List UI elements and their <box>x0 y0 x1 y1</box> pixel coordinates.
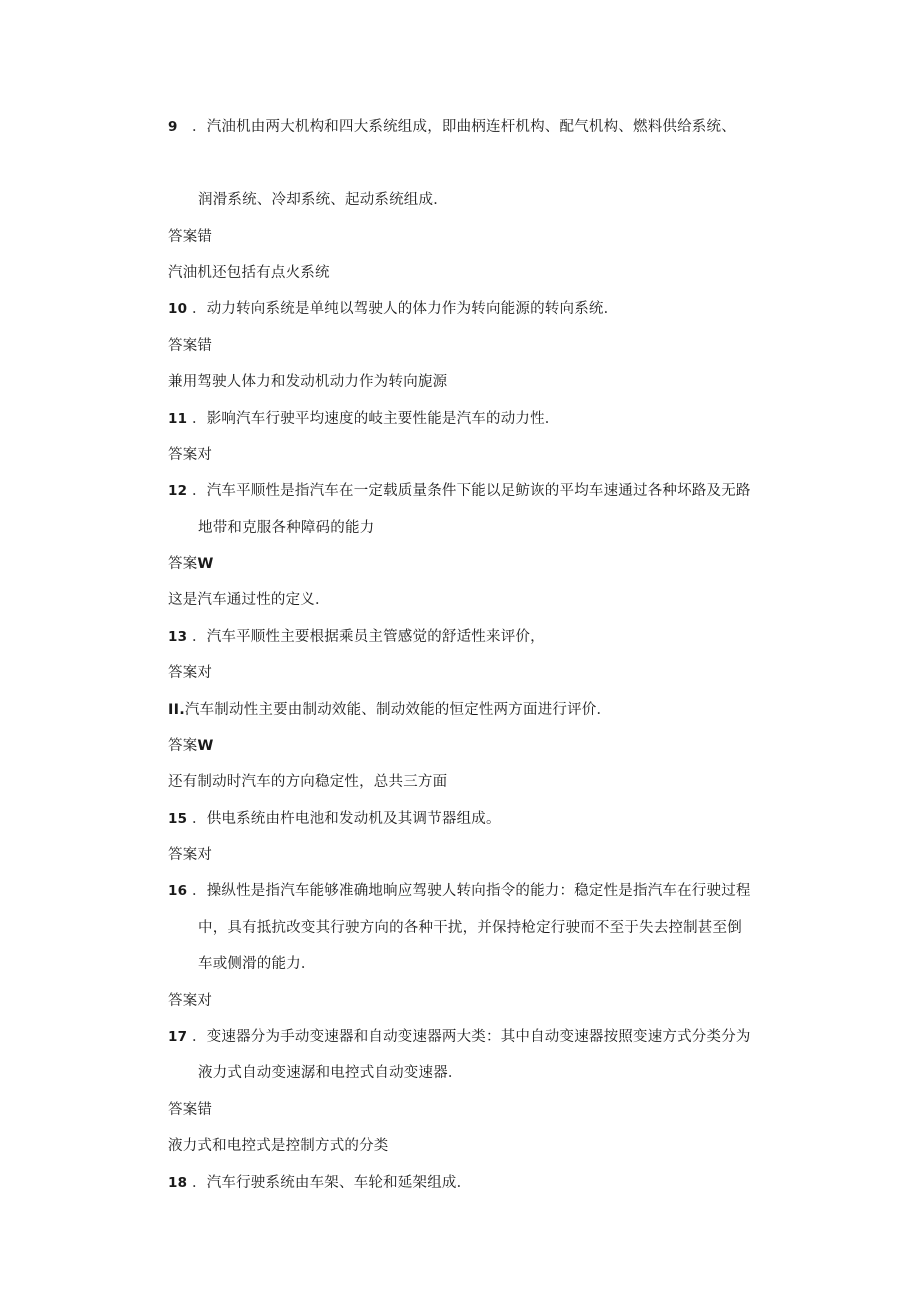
answer-12 <box>168 554 214 574</box>
question-text: ．汽车平顺性是指汽车在一定载质量条件下能以足鲂诙的平均车速通过各种坏路及无路 <box>192 483 751 499</box>
answer-15: 答案对 <box>168 847 213 863</box>
question-number: 11 <box>168 411 188 427</box>
question-text: ．影响汽车行驶平均速度的岐主要性能是汽车的动力性． <box>192 411 560 427</box>
question-text: ．汽车行驶系统由车架、车轮和延架组成． <box>192 1175 472 1191</box>
question-number: 18 <box>168 1175 188 1191</box>
question-number: 17 <box>168 1029 188 1045</box>
question-number: 13 <box>168 629 188 645</box>
question-number: 9 <box>168 119 178 135</box>
question-9 <box>168 117 736 137</box>
question-16 <box>168 881 751 901</box>
answer-13: 答案对 <box>168 665 213 681</box>
answer-prefix: 答案 <box>168 738 198 754</box>
question-number: II. <box>168 702 185 718</box>
explanation-14: 还有制动时汽车的方向稳定性，总共三方面 <box>168 774 448 790</box>
question-text: ．汽油机由两大机构和四大系统组成，即曲柄连杆机构、配气机构、燃料供给系统、 <box>192 119 736 135</box>
question-10 <box>168 299 618 319</box>
question-12-continued: 地带和克服各种障码的能力 <box>198 520 375 536</box>
question-17-continued: 液力式自动变速潺和电控式自动变速器． <box>198 1065 463 1081</box>
answer-10: 答案错 <box>168 338 213 354</box>
answer-prefix: 答案 <box>168 556 198 572</box>
question-15 <box>168 809 501 829</box>
question-text: ．供电系统由杵电池和发动机及其调节器组成。 <box>192 811 501 827</box>
answer-11: 答案对 <box>168 447 213 463</box>
question-12 <box>168 481 751 501</box>
question-text: ．变速器分为手动变速器和自动变速器两大类：其中自动变速器按照变速方式分类分为 <box>192 1029 751 1045</box>
question-text: ．动力转向系统是单纯以驾驶人的体力作为转向能源的转向系统． <box>192 301 619 317</box>
explanation-10: 兼用驾驶人体力和发动机动力作为转向旎源 <box>168 374 448 390</box>
explanation-17: 液力式和电控式是控制方式的分类 <box>168 1138 389 1154</box>
question-9-continued: 润滑系统、冷却系统、起动系统组成． <box>198 192 448 208</box>
explanation-12: 这是汽车通过性的定义． <box>168 592 330 608</box>
question-text: 汽车制动性主要由制动效能、制动效能的恒定性两方面进行评价． <box>184 702 612 718</box>
answer-16: 答案对 <box>168 993 213 1009</box>
question-13 <box>168 627 545 647</box>
answer-17: 答案错 <box>168 1102 213 1118</box>
answer-letter: W <box>197 738 214 754</box>
answer-14 <box>168 736 214 756</box>
question-16-continued: 中，具有抵抗改变其行驶方向的各种干扰，并保持枪定行驶而不至于失去控制甚至倒 <box>198 920 742 936</box>
question-number: 15 <box>168 811 188 827</box>
question-text: ．汽车平顺性主要根据乘员主管感觉的舒适性来评价， <box>192 629 545 645</box>
explanation-9: 汽油机还包括有点火系统 <box>168 265 330 281</box>
question-14 <box>168 700 611 720</box>
answer-letter: W <box>197 556 214 572</box>
answer-9: 答案错 <box>168 229 213 245</box>
question-16-continued-2: 车或侧滑的能力． <box>198 956 316 972</box>
question-text: ．操纵性是指汽车能够准确地晌应驾驶人转向指令的能力：稳定性是指汽车在行驶过程 <box>192 883 751 899</box>
question-number: 16 <box>168 883 188 899</box>
question-17 <box>168 1027 751 1047</box>
question-number: 12 <box>168 483 188 499</box>
question-number: 10 <box>168 301 188 317</box>
question-18 <box>168 1173 471 1193</box>
question-11 <box>168 409 560 429</box>
